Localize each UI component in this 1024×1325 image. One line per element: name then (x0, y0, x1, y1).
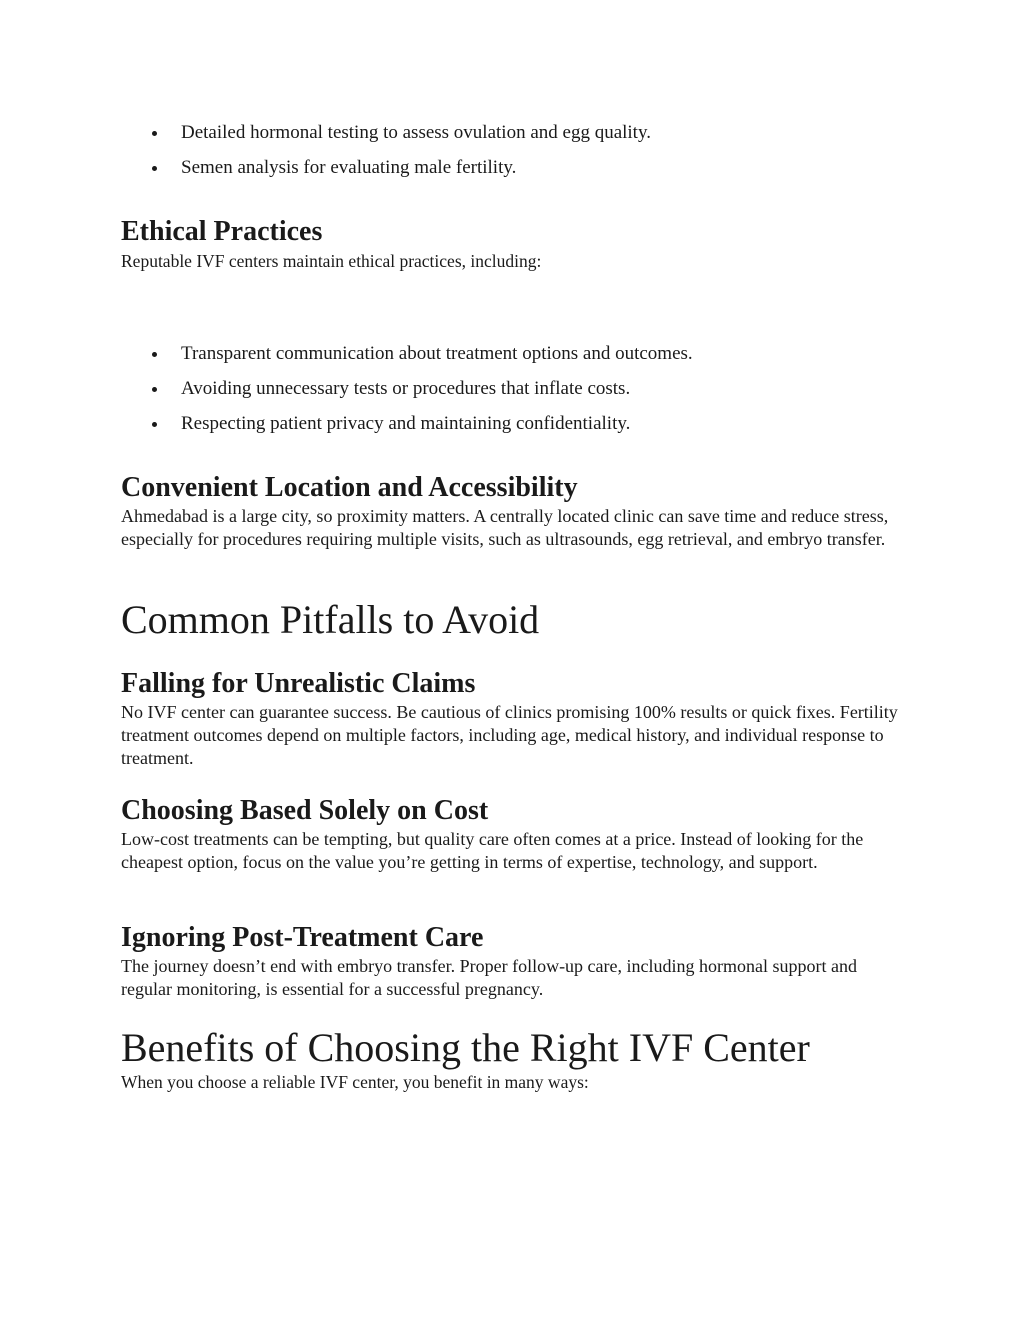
location-body: Ahmedabad is a large city, so proximity matters. A centrally located clinic can save time and reduce stress, especially for procedures requiring multiple visits, such as ultrasounds, egg retrieval, and embryo transfer. (121, 506, 889, 549)
bullet-icon (152, 422, 157, 427)
list-item: Detailed hormonal testing to assess ovulation and egg quality. (121, 122, 901, 144)
testing-list (121, 122, 901, 192)
bullet-icon (152, 166, 157, 171)
ethical-intro: Reputable IVF centers maintain ethical practices, including: (121, 251, 542, 271)
ethical-heading: Ethical Practices (121, 216, 323, 247)
location-heading: Convenient Location and Accessibility (121, 472, 578, 503)
care-body: The journey doesn’t end with embryo transfer. Proper follow-up care, including hormonal support and regular monitoring, is essential for a successful pregnancy. (121, 956, 857, 999)
claims-body: No IVF center can guarantee success. Be cautious of clinics promising 100% results or quick fixes. Fertility treatment outcomes depend on multiple factors, including age, medical history, and individual response to treatment. (121, 702, 898, 768)
cost-body: Low-cost treatments can be tempting, but quality care often comes at a price. Instead of looking for the cheapest option, focus on the value you’re getting in terms of expertise, technology, and support. (121, 829, 864, 872)
claims-heading: Falling for Unrealistic Claims (121, 668, 476, 699)
cost-heading: Choosing Based Solely on Cost (121, 795, 489, 826)
list-item: Respecting patient privacy and maintaining confidentiality. (121, 413, 901, 435)
benefits-intro: When you choose a reliable IVF center, you benefit in many ways: (121, 1072, 589, 1092)
list-item: Avoiding unnecessary tests or procedures that inflate costs. (121, 378, 901, 400)
benefits-heading: Benefits of Choosing the Right IVF Center (121, 1025, 810, 1070)
list-item: Transparent communication about treatment options and outcomes. (121, 343, 901, 365)
bullet-icon (152, 387, 157, 392)
list-item: Semen analysis for evaluating male fertility. (121, 157, 901, 179)
care-heading: Ignoring Post-Treatment Care (121, 922, 484, 953)
bullet-icon (152, 352, 157, 357)
pitfalls-heading: Common Pitfalls to Avoid (121, 597, 540, 642)
bullet-icon (152, 131, 157, 136)
ethical-list (121, 343, 901, 448)
